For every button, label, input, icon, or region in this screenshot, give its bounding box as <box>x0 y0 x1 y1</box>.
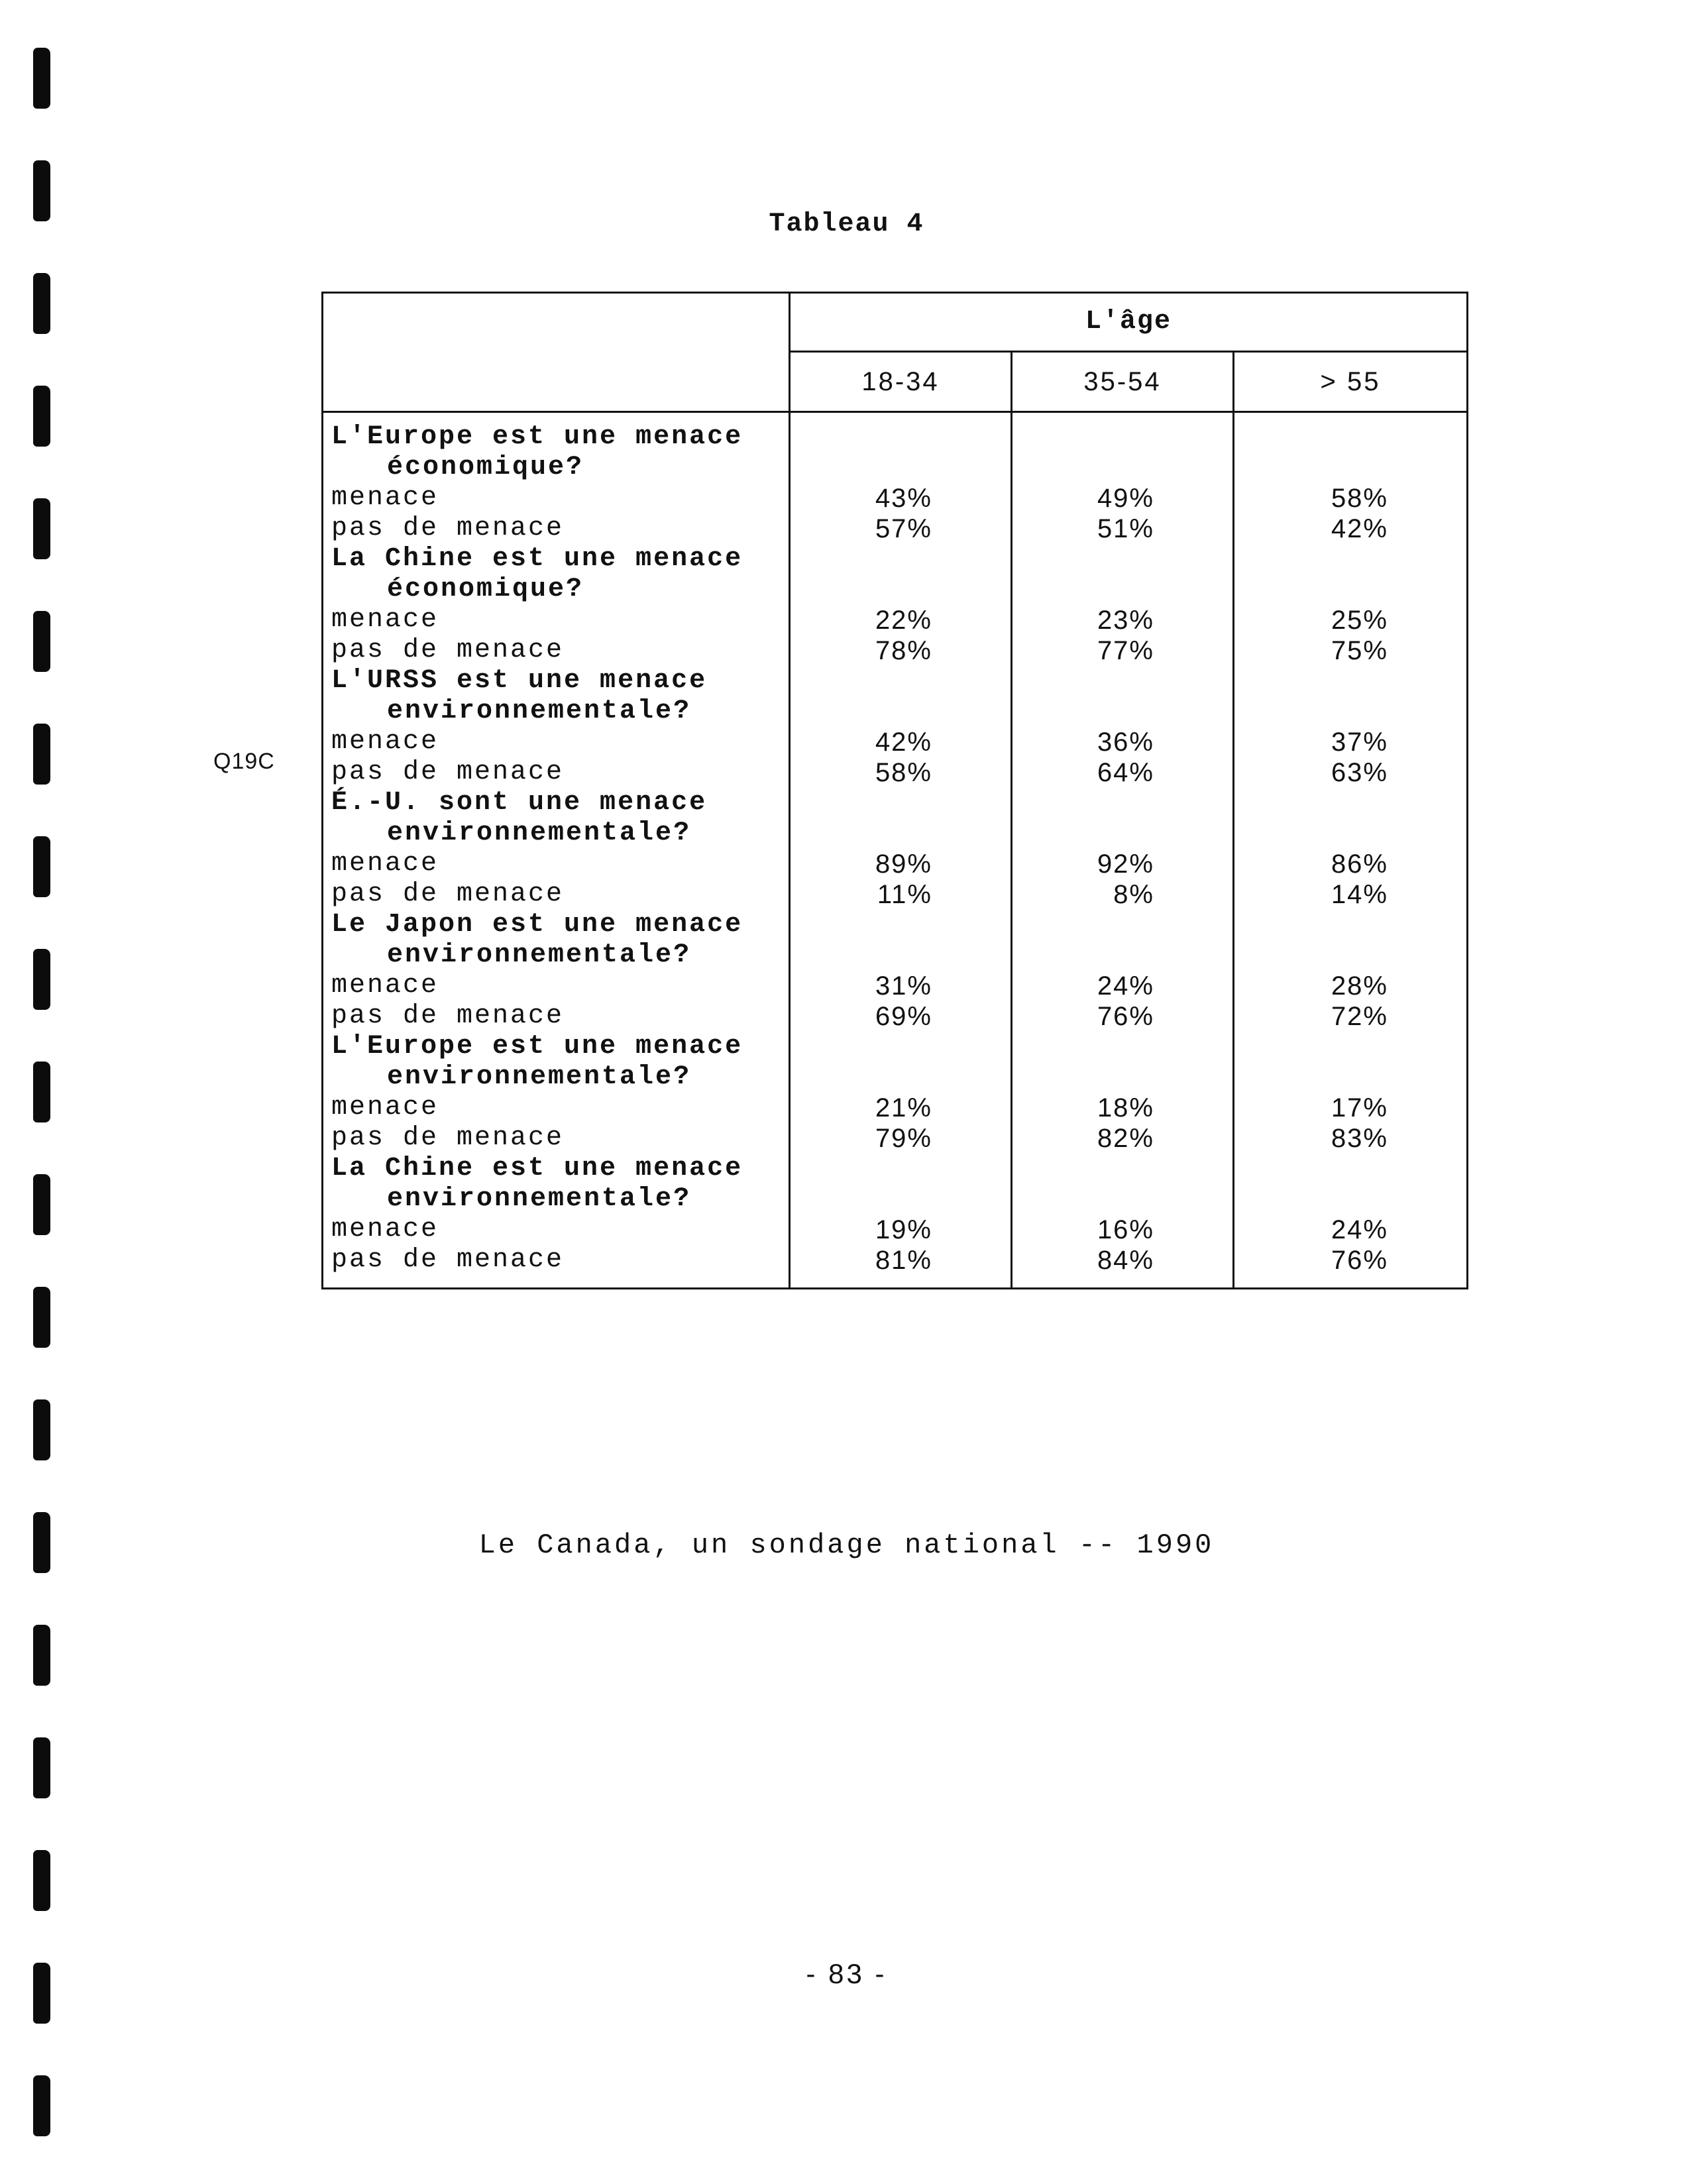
survey-table <box>321 292 1468 1289</box>
question-title-continued: environnementale? <box>387 1062 692 1092</box>
punch-hole <box>33 1737 50 1798</box>
percent-value: 76% <box>1012 1001 1234 1032</box>
question-title-row <box>323 1154 1468 1215</box>
percent-value: 58% <box>1234 483 1468 514</box>
punch-hole <box>33 1625 50 1686</box>
question-label-cell <box>323 1032 790 1093</box>
header-blank-cell <box>323 293 790 412</box>
punch-hole <box>33 386 50 447</box>
percent-value: 58% <box>790 757 1012 788</box>
response-label: pas de menace <box>323 1123 790 1154</box>
empty-cell <box>1012 910 1234 971</box>
response-label: pas de menace <box>323 1245 790 1289</box>
percent-value: 11% <box>790 879 1012 910</box>
question-title: L'URSS est une menace <box>331 666 708 696</box>
question-title-row <box>323 1032 1468 1093</box>
response-label: menace <box>323 1093 790 1123</box>
question-title: La Chine est une menace <box>331 1154 743 1183</box>
response-label: menace <box>323 483 790 514</box>
percent-value: 28% <box>1234 971 1468 1001</box>
percent-value: 16% <box>1012 1215 1234 1245</box>
table-row <box>323 514 1468 544</box>
percent-value: 21% <box>790 1093 1012 1123</box>
question-title-continued: économique? <box>387 453 584 482</box>
column-header-18-34: 18-34 <box>790 352 1012 412</box>
response-label: menace <box>323 727 790 757</box>
percent-value: 22% <box>790 605 1012 635</box>
response-label: menace <box>323 1215 790 1245</box>
question-label-cell <box>323 910 790 971</box>
punch-hole <box>33 836 50 897</box>
question-title: La Chine est une menace <box>331 544 743 574</box>
question-title: L'Europe est une menace <box>331 422 743 452</box>
punch-hole <box>33 724 50 785</box>
response-label: menace <box>323 971 790 1001</box>
table-row <box>323 1215 1468 1245</box>
percent-value: 82% <box>1012 1123 1234 1154</box>
empty-cell <box>1234 666 1468 727</box>
question-title-continued: environnementale? <box>387 696 692 726</box>
question-title-row <box>323 544 1468 605</box>
punch-hole <box>33 498 50 559</box>
percent-value: 51% <box>1012 514 1234 544</box>
response-label: menace <box>323 605 790 635</box>
percent-value: 64% <box>1012 757 1234 788</box>
table-row <box>323 849 1468 879</box>
page-title: Tableau 4 <box>769 209 924 239</box>
punch-hole <box>33 48 50 109</box>
percent-value: 42% <box>1234 514 1468 544</box>
punch-hole <box>33 1062 50 1122</box>
percent-value: 49% <box>1012 483 1234 514</box>
empty-cell <box>1012 412 1234 484</box>
question-title: Le Japon est une menace <box>331 910 743 940</box>
empty-cell <box>1012 1032 1234 1093</box>
question-label-cell <box>323 1154 790 1215</box>
percent-value: 18% <box>1012 1093 1234 1123</box>
percent-value: 37% <box>1234 727 1468 757</box>
percent-value: 43% <box>790 483 1012 514</box>
table-row <box>323 483 1468 514</box>
question-title-continued: économique? <box>387 574 584 604</box>
empty-cell <box>1234 412 1468 484</box>
percent-value: 76% <box>1234 1245 1468 1289</box>
column-header-35-54: 35-54 <box>1012 352 1234 412</box>
empty-cell <box>1234 544 1468 605</box>
response-label: menace <box>323 849 790 879</box>
table-row <box>323 1001 1468 1032</box>
table-row <box>323 879 1468 910</box>
percent-value: 8% <box>1012 879 1234 910</box>
percent-value: 89% <box>790 849 1012 879</box>
percent-value: 14% <box>1234 879 1468 910</box>
percent-value: 81% <box>790 1245 1012 1289</box>
percent-value: 25% <box>1234 605 1468 635</box>
table-row <box>323 1093 1468 1123</box>
empty-cell <box>790 544 1012 605</box>
percent-value: 83% <box>1234 1123 1468 1154</box>
percent-value: 42% <box>790 727 1012 757</box>
question-title-row <box>323 788 1468 849</box>
response-label: pas de menace <box>323 879 790 910</box>
empty-cell <box>1234 788 1468 849</box>
table-row <box>323 1123 1468 1154</box>
empty-cell <box>790 788 1012 849</box>
question-title-row <box>323 910 1468 971</box>
empty-cell <box>790 1154 1012 1215</box>
empty-cell <box>1012 666 1234 727</box>
response-label: pas de menace <box>323 1001 790 1032</box>
punch-hole <box>33 1174 50 1235</box>
question-title-row <box>323 666 1468 727</box>
percent-value: 31% <box>790 971 1012 1001</box>
empty-cell <box>1234 910 1468 971</box>
percent-value: 69% <box>790 1001 1012 1032</box>
question-code: Q19C <box>213 749 275 774</box>
question-label-cell <box>323 666 790 727</box>
response-label: pas de menace <box>323 635 790 666</box>
percent-value: 86% <box>1234 849 1468 879</box>
question-title-continued: environnementale? <box>387 940 692 970</box>
punch-hole <box>33 1287 50 1348</box>
table-row <box>323 727 1468 757</box>
question-label-cell <box>323 544 790 605</box>
percent-value: 36% <box>1012 727 1234 757</box>
empty-cell <box>1012 1154 1234 1215</box>
table-row <box>323 971 1468 1001</box>
question-label-cell <box>323 788 790 849</box>
column-group-header: L'âge <box>790 293 1468 352</box>
punch-hole <box>33 1399 50 1460</box>
percent-value: 75% <box>1234 635 1468 666</box>
question-label-cell <box>323 412 790 484</box>
punch-hole <box>33 611 50 672</box>
punch-hole <box>33 1850 50 1911</box>
table-row <box>323 757 1468 788</box>
source-footer: Le Canada, un sondage national -- 1990 <box>478 1529 1215 1561</box>
percent-value: 72% <box>1234 1001 1468 1032</box>
percent-value: 84% <box>1012 1245 1234 1289</box>
percent-value: 24% <box>1012 971 1234 1001</box>
empty-cell <box>790 666 1012 727</box>
punch-hole <box>33 2075 50 2136</box>
percent-value: 92% <box>1012 849 1234 879</box>
empty-cell <box>1234 1154 1468 1215</box>
question-title: É.-U. sont une menace <box>331 788 708 818</box>
empty-cell <box>790 412 1012 484</box>
question-title-continued: environnementale? <box>387 818 692 848</box>
page-number: - 83 - <box>806 1958 887 1989</box>
table-body <box>323 412 1468 1289</box>
question-title-continued: environnementale? <box>387 1184 692 1214</box>
punch-hole <box>33 273 50 334</box>
percent-value: 24% <box>1234 1215 1468 1245</box>
empty-cell <box>1012 788 1234 849</box>
table-row <box>323 1245 1468 1289</box>
empty-cell <box>1234 1032 1468 1093</box>
empty-cell <box>790 1032 1012 1093</box>
table-row <box>323 635 1468 666</box>
response-label: pas de menace <box>323 514 790 544</box>
percent-value: 57% <box>790 514 1012 544</box>
response-label: pas de menace <box>323 757 790 788</box>
column-header-over-55: > 55 <box>1234 352 1468 412</box>
empty-cell <box>790 910 1012 971</box>
question-title: L'Europe est une menace <box>331 1032 743 1062</box>
percent-value: 63% <box>1234 757 1468 788</box>
percent-value: 78% <box>790 635 1012 666</box>
punch-hole <box>33 949 50 1010</box>
empty-cell <box>1012 544 1234 605</box>
percent-value: 19% <box>790 1215 1012 1245</box>
percent-value: 23% <box>1012 605 1234 635</box>
question-title-row <box>323 412 1468 484</box>
percent-value: 77% <box>1012 635 1234 666</box>
percent-value: 79% <box>790 1123 1012 1154</box>
percent-value: 17% <box>1234 1093 1468 1123</box>
table-row <box>323 605 1468 635</box>
